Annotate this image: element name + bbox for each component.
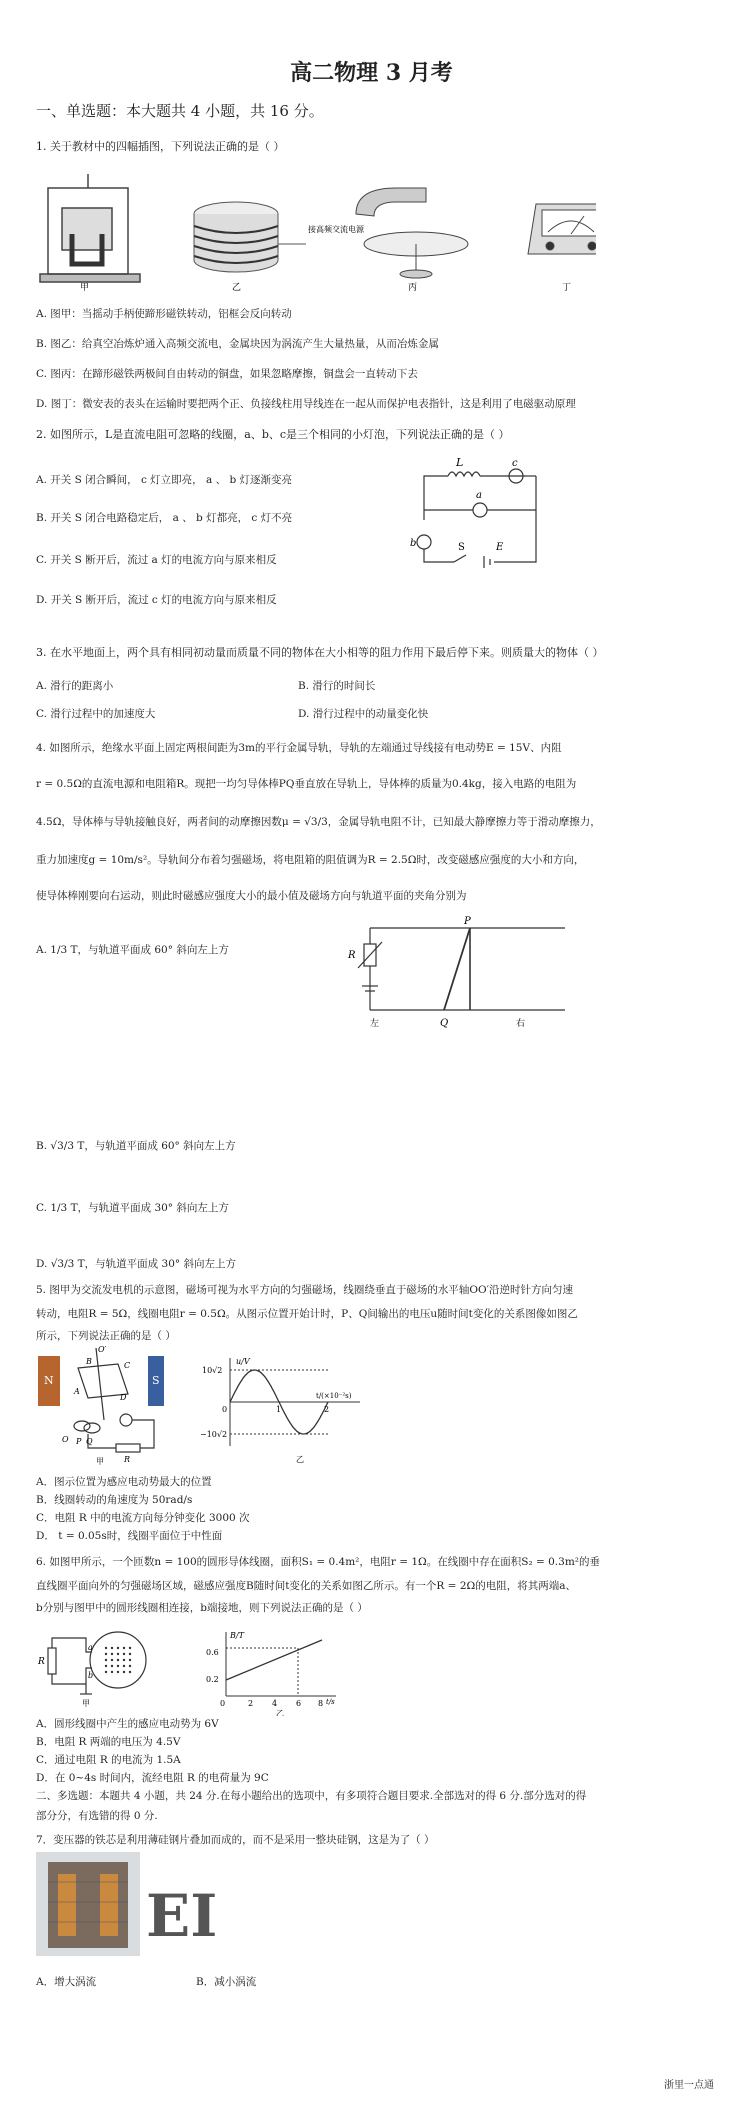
q5-option-a: A．图示位置为感应电动势最大的位置: [36, 1476, 212, 1488]
q6-label-jia: 甲: [82, 1699, 90, 1708]
q2-option-b: B. 开关 S 闭合电路稳定后， a 、 b 灯都亮， c 灯不亮: [36, 512, 293, 524]
q4-line-3: 4.5Ω，导体棒与导轨接触良好，两者间的动摩擦因数μ = √3/3，金属导轨电阻不计，已知最大静摩擦力等于滑动摩擦力，: [36, 816, 601, 828]
q5-label-n: N: [44, 1374, 54, 1387]
q2-label-a: a: [476, 490, 482, 501]
q4-line-4: 重力加速度g = 10m/s²。导轨间分布着匀强磁场，将电阻箱的阻值调为R = 2.5Ω时，改变磁感应强度的大小和方向，: [36, 854, 585, 866]
field-dot: [117, 1653, 119, 1655]
q6-option-a: A．圆形线圈中产生的感应电动势为 6V: [36, 1718, 219, 1730]
q2-circuit: [408, 452, 548, 580]
svg-text:D: D: [120, 1393, 127, 1402]
fig-label-yi: 乙: [232, 283, 242, 292]
q6-line-1: 6. 如图甲所示，一个匝数n = 100的圆形导体线圈，面积S₁ = 0.4m²，电阻r = 1Ω。在线圈中存在面积S₂ = 0.3m²的垂: [36, 1556, 600, 1568]
q5-line-1: 5. 图甲为交流发电机的示意图，磁场可视为水平方向的匀强磁场，线圈绕垂直于磁场的水平轴OO′沿逆时针方向匀速: [36, 1284, 573, 1296]
fig-label-bing: 丙: [408, 283, 418, 292]
svg-text:O: O: [62, 1435, 69, 1444]
q6-xlabel: t/s: [326, 1698, 335, 1706]
q7-option-a: A．增大涡流: [36, 1976, 97, 1988]
svg-text:R: R: [124, 1455, 131, 1464]
q6-label-yi: 乙: [276, 1709, 284, 1716]
q5-option-d: D． t = 0.05s时，线圈平面位于中性面: [36, 1530, 223, 1542]
svg-text:Q: Q: [86, 1437, 93, 1446]
q4-line-1: 4. 如图所示，绝缘水平面上固定两根间距为3m的平行金属导轨，导轨的左端通过导线接有电动势E = 15V、内阻: [36, 742, 562, 754]
q5-line-3: 所示，下列说法正确的是（ ）: [36, 1330, 176, 1342]
q1-stem: 1. 关于教材中的四幅插图，下列说法正确的是（ ）: [36, 140, 285, 153]
q4-label-q: Q: [440, 1018, 449, 1029]
q1-option-b: B. 图乙：给真空冶炼炉通入高频交流电，金属块因为涡流产生大量热量，从而冶炼金属: [36, 338, 439, 350]
q5-option-b: B．线圈转动的角速度为 50rad/s: [36, 1494, 193, 1506]
svg-text:1: 1: [276, 1405, 282, 1414]
fig-bing-disk: [356, 188, 468, 278]
q5-generator-figure: [36, 1344, 166, 1466]
svg-text:6: 6: [296, 1699, 302, 1708]
svg-text:2: 2: [324, 1405, 330, 1414]
field-dot: [117, 1665, 119, 1667]
q4-label-left: 左: [370, 1019, 380, 1029]
q1-option-d: D. 图丁：微安表的表头在运输时要把两个正、负接线柱用导线连在一起从而保护电表指针，这是利用了电磁驱动原理: [36, 398, 576, 410]
field-dot: [123, 1653, 125, 1655]
svg-text:A: A: [74, 1387, 80, 1396]
field-dot: [111, 1659, 113, 1661]
svg-text:a: a: [88, 1643, 93, 1652]
field-dot: [129, 1659, 131, 1661]
q5-line-2: 转动，电阻R = 5Ω，线圈电阻r = 0.5Ω。从图示位置开始计时，P、Q间输出的电压u随时间t变化的关系图像如图乙: [36, 1308, 578, 1320]
svg-text:R: R: [38, 1657, 45, 1667]
q4-line-5: 使导体棒刚要向右运动，则此时磁感应强度大小的最小值及磁场方向与轨道平面的夹角分别为: [36, 890, 467, 902]
q2-label-l: L: [456, 456, 464, 469]
q5-ymax: 10√2: [202, 1366, 223, 1375]
section-heading-2-line-1: 二、多选题：本题共 4 小题，共 24 分.在每小题给出的选项中，有多项符合题目要求.全部选对的得 6 分.部分选对的得: [36, 1790, 587, 1802]
field-dot: [105, 1665, 107, 1667]
field-dot: [123, 1665, 125, 1667]
q3-stem: 3. 在水平地面上，两个具有相同初动量而质量不同的物体在大小相等的阻力作用下最后停下来。则质量大的物体（ ）: [36, 646, 604, 659]
fig-yi-furnace: [194, 202, 306, 272]
q3-option-c: C. 滑行过程中的加速度大: [36, 708, 156, 720]
svg-text:O′: O′: [98, 1345, 107, 1354]
q7-figure: [36, 1852, 236, 1956]
fig-ding-meter: [528, 204, 596, 254]
fig-note-hf: 接高频交流电源: [308, 225, 364, 234]
watermark: 浙里一点通: [664, 2080, 714, 2091]
svg-text:0.6: 0.6: [206, 1648, 219, 1657]
q6-b-graph: [196, 1628, 346, 1716]
q4-label-right: 右: [516, 1019, 526, 1029]
q2-label-e: E: [496, 542, 504, 553]
q5-xlabel: t/(×10⁻²s): [316, 1392, 352, 1400]
q4-figure: [340, 914, 570, 1032]
q1-figures: [36, 174, 596, 292]
q2-option-c: C. 开关 S 断开后，流过 a 灯的电流方向与原来相反: [36, 554, 277, 566]
q3-option-d: D. 滑行过程中的动量变化快: [298, 708, 429, 720]
q5-voltage-graph: [200, 1354, 370, 1466]
field-dot: [123, 1647, 125, 1649]
q2-label-s: S: [458, 542, 465, 553]
q7-stem: 7．变压器的铁芯是利用薄硅钢片叠加而成的，而不是采用一整块硅钢，这是为了（ ）: [36, 1834, 435, 1846]
fig-label-jia: 甲: [80, 283, 90, 292]
q5-ylabel: u/V: [236, 1357, 250, 1366]
svg-text:2: 2: [248, 1699, 254, 1708]
q2-option-a: A. 开关 S 闭合瞬间， c 灯立即亮， a 、 b 灯逐渐变亮: [36, 474, 293, 486]
q2-label-c: c: [512, 458, 518, 469]
q5-option-c: C．电阻 R 中的电流方向每分钟变化 3000 次: [36, 1512, 250, 1524]
section-heading-1: 一、单选题：本大题共 4 小题，共 16 分。: [36, 102, 324, 120]
q5-label-jia: 甲: [96, 1457, 104, 1466]
ei-laminations: EI: [146, 1882, 218, 1950]
field-dot: [111, 1647, 113, 1649]
q4-option-d: D. √3/3 T，与轨道平面成 30° 斜向左上方: [36, 1258, 236, 1270]
q6-coil-figure: [36, 1628, 166, 1708]
svg-text:C: C: [124, 1361, 131, 1370]
svg-text:B: B: [86, 1357, 92, 1366]
q4-option-b: B. √3/3 T，与轨道平面成 60° 斜向左上方: [36, 1140, 236, 1152]
q6-line-2: 直线圈平面向外的匀强磁场区域，磁感应强度B随时间t变化的关系如图乙所示。有一个R = 2Ω的电阻，将其两端a、: [36, 1580, 576, 1592]
q2-option-d: D. 开关 S 断开后，流过 c 灯的电流方向与原来相反: [36, 594, 277, 606]
svg-text:0: 0: [220, 1699, 226, 1708]
q5-ymin: −10√2: [200, 1430, 228, 1439]
q5-label-yi: 乙: [296, 1455, 304, 1464]
field-dot: [129, 1647, 131, 1649]
q6-option-c: C．通过电阻 R 的电流为 1.5A: [36, 1754, 181, 1766]
field-dot: [111, 1665, 113, 1667]
q4-label-r: R: [348, 950, 356, 961]
q4-label-p: P: [464, 916, 471, 927]
q6-line-3: b分别与图甲中的圆形线圈相连接，b端接地，则下列说法正确的是（ ）: [36, 1602, 368, 1614]
q4-option-a: A. 1/3 T，与轨道平面成 60° 斜向左上方: [36, 944, 229, 956]
field-dot: [123, 1659, 125, 1661]
field-dot: [129, 1671, 131, 1673]
q3-option-b: B. 滑行的时间长: [298, 680, 376, 692]
field-dot: [117, 1647, 119, 1649]
q5-label-s: S: [152, 1374, 160, 1387]
q4-line-2: r = 0.5Ω的直流电源和电阻箱R。现把一均匀导体棒PQ垂直放在导轨上，导体棒的质量为0.4kg，接入电路的电阻为: [36, 778, 577, 790]
q2-stem: 2. 如图所示，L是直流电阻可忽略的线圈，a、b、c是三个相同的小灯泡，下列说法正确的是（ ）: [36, 428, 510, 441]
svg-text:4: 4: [272, 1699, 278, 1708]
svg-text:0: 0: [222, 1405, 228, 1414]
page-title: 高二物理 3 月考: [290, 60, 453, 86]
q1-option-c: C. 图丙：在蹄形磁铁两极间自由转动的铜盘，如果忽略摩擦，铜盘会一直转动下去: [36, 368, 418, 380]
fig-jia-apparatus: [40, 174, 140, 282]
q6-ylabel: B/T: [230, 1631, 244, 1640]
field-dot: [129, 1665, 131, 1667]
section-heading-2-line-2: 部分分，有选错的得 0 分.: [36, 1810, 158, 1822]
field-dot: [105, 1671, 107, 1673]
field-dot: [105, 1647, 107, 1649]
field-dot: [117, 1659, 119, 1661]
q3-option-a: A. 滑行的距离小: [36, 680, 114, 692]
field-dot: [129, 1653, 131, 1655]
field-dot: [105, 1659, 107, 1661]
q6-option-b: B．电阻 R 两端的电压为 4.5V: [36, 1736, 181, 1748]
field-dot: [117, 1671, 119, 1673]
field-dot: [105, 1653, 107, 1655]
q6-option-d: D．在 0~4s 时间内，流经电阻 R 的电荷量为 9C: [36, 1772, 269, 1784]
q4-option-c: C. 1/3 T，与轨道平面成 30° 斜向左上方: [36, 1202, 229, 1214]
svg-text:0.2: 0.2: [206, 1675, 219, 1684]
fig-label-ding: 丁: [562, 283, 572, 292]
svg-text:b: b: [88, 1671, 94, 1680]
q2-label-b: b: [410, 538, 417, 549]
q1-option-a: A. 图甲：当摇动手柄使蹄形磁铁转动，铝框会反向转动: [36, 308, 292, 320]
field-dot: [111, 1653, 113, 1655]
field-dot: [111, 1671, 113, 1673]
field-dot: [123, 1671, 125, 1673]
svg-text:P: P: [76, 1437, 82, 1446]
q7-option-b: B．减小涡流: [196, 1976, 257, 1988]
svg-text:8: 8: [318, 1699, 324, 1708]
